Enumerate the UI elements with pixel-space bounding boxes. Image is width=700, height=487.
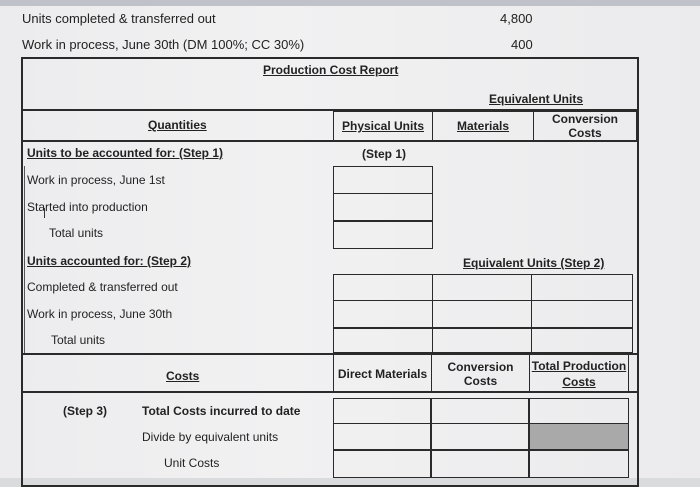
- quantities-header: Quantities: [148, 118, 207, 132]
- tpc-total-costs-cell[interactable]: [529, 398, 629, 424]
- left-rule: [24, 166, 25, 353]
- cc-unit-cost-cell[interactable]: [431, 450, 529, 478]
- costs-header: Costs: [166, 369, 200, 383]
- unit-costs-label: Unit Costs: [164, 456, 220, 470]
- physical-units-header: Physical Units: [333, 111, 433, 141]
- step1-label: Units to be accounted for: (Step 1): [27, 146, 224, 160]
- total-units-1-label: Total units: [49, 226, 104, 240]
- conversion-costs-header-2: Conversion Costs: [431, 355, 529, 393]
- physical-completed-cell[interactable]: [333, 274, 433, 301]
- dm-divide-cell[interactable]: [333, 424, 431, 450]
- materials-total-cell[interactable]: [432, 328, 532, 353]
- total-units-2-label: Total units: [51, 333, 106, 347]
- equivalent-units-step2-header: Equivalent Units (Step 2): [463, 256, 605, 270]
- physical-units-wip-june1-cell[interactable]: [333, 166, 433, 194]
- total-costs-incurred-label: Total Costs incurred to date: [142, 404, 301, 418]
- cc-total-costs-cell[interactable]: [431, 398, 529, 424]
- report-title: Production Cost Report: [263, 63, 399, 77]
- physical-total-cell[interactable]: [333, 328, 433, 353]
- conversion-costs-header: Conversion Costs: [533, 111, 637, 141]
- started-label: Started into production: [27, 200, 148, 214]
- materials-completed-cell[interactable]: [432, 274, 532, 301]
- dm-total-costs-cell[interactable]: [333, 398, 431, 424]
- wip-june30-row-label: Work in process, June 30th: [27, 307, 173, 321]
- direct-materials-header: Direct Materials: [333, 355, 431, 393]
- conversion-total-cell[interactable]: [531, 328, 633, 353]
- materials-header: Materials: [433, 111, 533, 141]
- units-completed-label: Units completed & transferred out: [22, 11, 216, 26]
- units-completed-value: 4,800: [500, 11, 533, 26]
- tpc-divide-shaded-cell: [529, 424, 629, 450]
- wip-june30-value: 400: [511, 37, 533, 52]
- conversion-wip-cell[interactable]: [531, 301, 633, 328]
- worksheet: [0, 6, 700, 478]
- wip-june30-label: Work in process, June 30th (DM 100%; CC 30%): [22, 37, 305, 52]
- wip-june1-label: Work in process, June 1st: [27, 173, 165, 187]
- step1-column-note: (Step 1): [362, 147, 407, 161]
- physical-wip-cell[interactable]: [333, 301, 433, 328]
- text-cursor-icon: [44, 208, 51, 218]
- divide-by-equivalent-units-label: Divide by equivalent units: [142, 430, 279, 444]
- materials-wip-cell[interactable]: [432, 301, 532, 328]
- step2-label: Units accounted for: (Step 2): [27, 254, 192, 268]
- physical-units-started-cell[interactable]: [333, 194, 433, 221]
- conversion-completed-cell[interactable]: [531, 274, 633, 301]
- tpc-unit-cost-cell[interactable]: [529, 450, 629, 478]
- step3-label: (Step 3): [63, 404, 108, 418]
- dm-unit-cost-cell[interactable]: [333, 450, 431, 478]
- physical-units-total-cell[interactable]: [333, 221, 433, 249]
- completed-transferred-label: Completed & transferred out: [27, 280, 178, 294]
- cc-divide-cell[interactable]: [431, 424, 529, 450]
- total-production-costs-header: Total Production Costs: [529, 355, 629, 393]
- equivalent-units-header: Equivalent Units: [489, 92, 584, 106]
